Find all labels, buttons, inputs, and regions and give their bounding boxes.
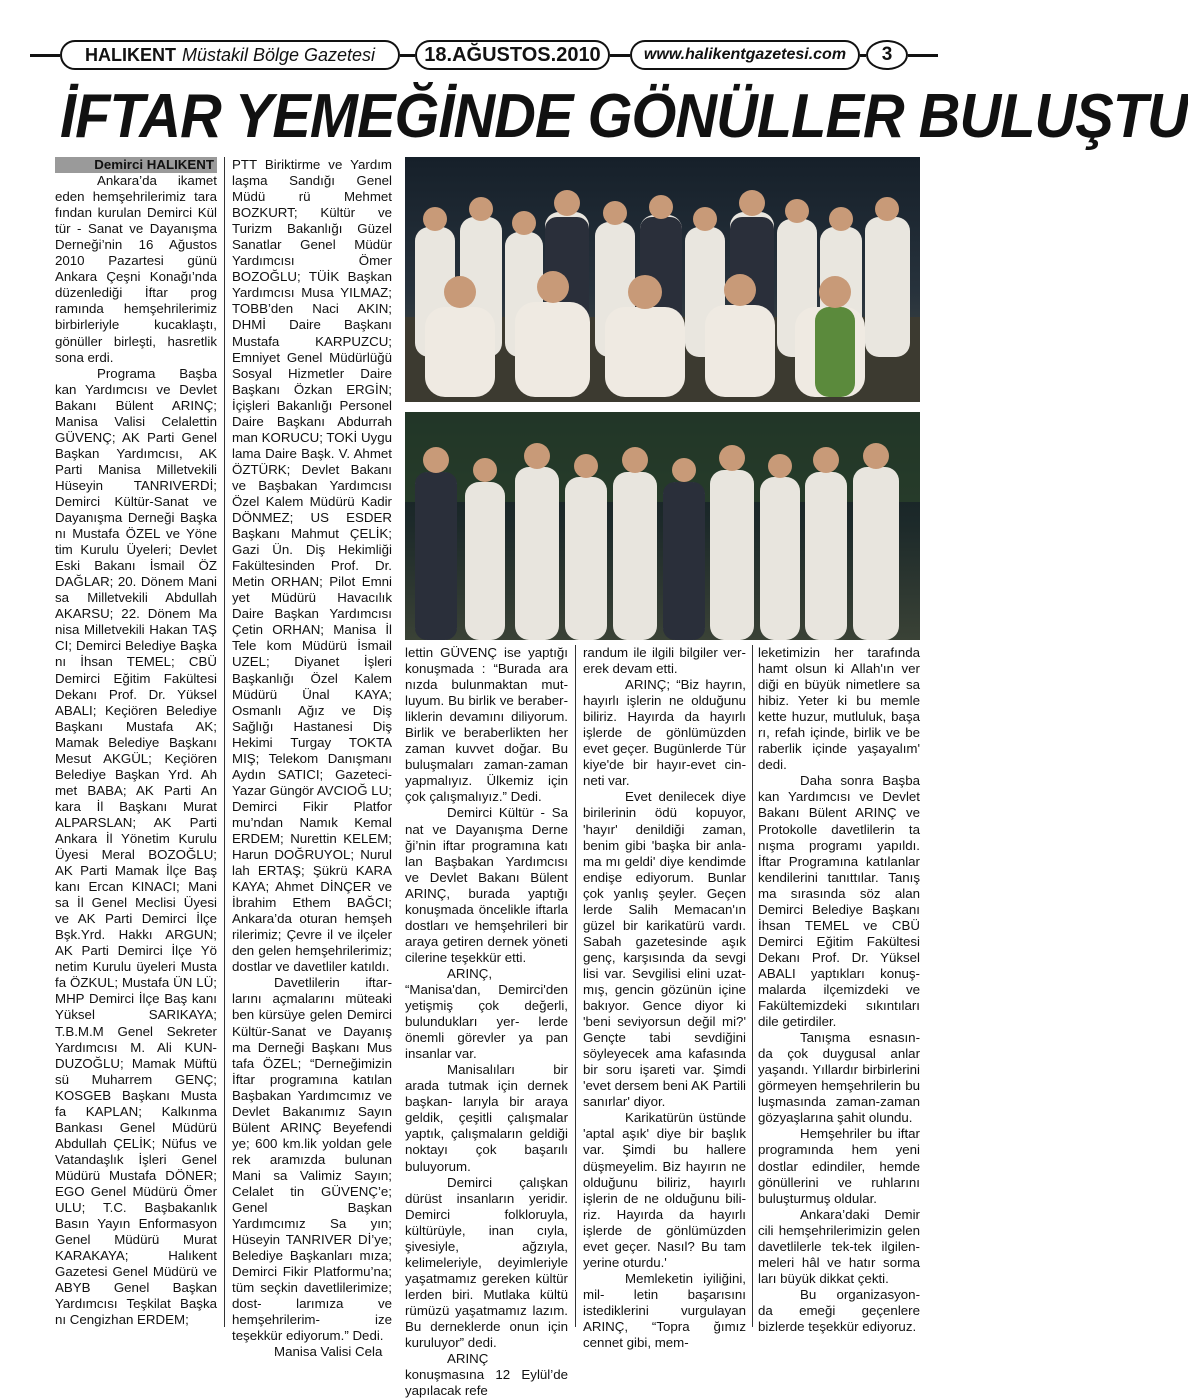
group-photo-illustration: [405, 412, 920, 640]
page-number: 3: [866, 40, 908, 70]
paragraph: Bu organizasyon- da emeği geçenlere bizlerde teşekkür ediyoruz.: [758, 1286, 920, 1334]
paper-subtitle: Müstakil Bölge Gazetesi: [181, 44, 376, 65]
paragraph: Manisalıları bir arada tutmak için dernek başkan- larıyla bir araya geldik, çeşitli çalışmalar yaptık, çalışmaların geldiği noktayı çok başarılı buluyorum.: [405, 1062, 568, 1174]
paragraph: Memleketin iyiliğini, mil- letin başarısını istediklerini vurgulayan ARINÇ, “Topra ğımız cennet gibi, mem-: [583, 1270, 746, 1351]
paragraph: ARINÇ konuşmasına 12 Eylül’de yapılacak refe: [405, 1351, 568, 1399]
issue-date: 18.AĞUSTOS.2010: [424, 43, 601, 66]
paper-name: HALIKENT: [84, 44, 176, 65]
column-divider: [752, 645, 753, 1327]
masthead: [0, 0, 975, 80]
paragraph: randum ile ilgili bilgiler ver- erek devam etti.: [583, 645, 746, 677]
paragraph: Manisa Valisi Cela: [274, 1344, 383, 1360]
article-column-2: [232, 157, 392, 1361]
masthead-rule-left: [30, 54, 60, 57]
article-column-3: [405, 645, 568, 1399]
article-column-4: [583, 645, 746, 1351]
paragraph: Evet denilecek diye birilerinin ödü kopuyor, 'hayır' denildiği zaman, benim gibi 'başka bir anla- ma mı geldi' diye kendimde endişe ediyorum. Bunlar çok yanlış şeyler. Geçen lerde Salih Memacan'ın güzel bir karikatürü vardı. Sabah gazetesinde aşık genç, karşısında da sevgi lisi var. Sevgilisi elini uzat- mış, gencin gözünün içine bakıyor. Gence diyor ki 'beni seviyorsun değil mi?' Gençte tabi sevdiğini söyleyecek ama kafasında bir soru işareti var. Şimdi 'evet dersem beni AK Partili sanırlar' diyor.: [583, 789, 746, 1110]
paragraph: Davetlilerin iftar- larını açmalarını müteaki ben kürsüye gelen Demirci Kültür-Sanat ve Dayanış ma Derneği Başkanı Mus tafa ÖZEL; “Derneğimizin İftar programına katılan Başbakan Yardımcımız ve Devlet Bakanımız Sayın Bülent ARINÇ Beyefendi ye; 600 km.lik yoldan gele rek aramızda bulunan Mani sa Valimiz Sayın; Celalet tin GÜVENÇ’e; Genel Başkan Yardımcımız Sa yın; Hüseyin TANRIVER Dİ’ye; Belediye Başkanları mıza; Demirci Fikir Platformu’na; tüm seçkin davetlilerimize; dost- larımıza ve hemşehrilerim- ize teşekkür ediyorum.” Dedi.: [232, 975, 392, 1344]
paragraph: ARINÇ; “Biz hayrın, hayırlı işlerin ne olduğunu biliriz. Hayırda da hayırlı işlerde de gönlümüzden evet geçer. Bugünlerde Tür kiye'de bir hayır-evet cin- neti var.: [583, 677, 746, 789]
date-pill: [415, 40, 610, 70]
column-divider: [224, 157, 225, 1327]
website-pill: [630, 40, 860, 70]
column-divider: [575, 645, 576, 1327]
headline: İFTAR YEMEĞİNDE GÖNÜLLER BULUŞTU: [60, 82, 1188, 151]
dateline: Demirci HALIKENT: [55, 157, 217, 173]
paragraph: Ankara’da ikamet eden hemşehrilerimiz tara fından kurulan Demirci Kül tür - Sanat ve Dayanışma Derneği’nin 16 Ağustos 2010 Pazartesi günü Ankara Çeşni Konağı’nda düzenlediği İftar prog ramında hemşehrilerimiz birbirleriyle kucaklaştı, gönüller birleşti, hasretlik sona erdi.: [55, 173, 217, 365]
paragraph: Tanışma esnasın- da çok duygusal anlar yaşandı. Yıllardır birbirlerini görmeyen hemşehrilerin bu luşmasında zaman-zaman gözyaşlarına şahit olundu.: [758, 1030, 920, 1126]
event-photo-top: [405, 157, 920, 402]
paragraph: Ankara’daki Demir cili hemşehrilerimizin gelen davetlilerle tek-tek ilgilen- meleri hâl ve hatır sorma ları büyük dikkat çekti.: [758, 1206, 920, 1286]
paragraph: Demirci çalışkan dürüst insanların yeridir. Demirci folkloruyla, kültürüyle, inan cıyla, şivesiyle, ağzıyla, kelimeleriyle, deyimleriyle yaşatmamız gereken kültür lerden biri. Mutlaka kültü rümüzü yaşatmamız lazım. Bu derneklerde onun için kuruluyor” dedi.: [405, 1174, 568, 1351]
paper-name-pill: [60, 40, 400, 70]
group-photo-illustration: [405, 157, 920, 402]
event-photo-bottom: [405, 412, 920, 640]
article-column-1: [55, 157, 217, 1328]
paragraph: Hemşehriler bu iftar programında hem yeni dostlar edindiler, hemde gönüllerini ve ruhlarını buluşturmuş oldular.: [758, 1126, 920, 1206]
paragraph: PTT Biriktirme ve Yardım laşma Sandığı Genel Müdü rü Mehmet BOZKURT; Kültür ve Turizm Bakanlığı Güzel Sanatlar Genel Müdür Yardımcısı Ömer BOZOĞLU; TÜİK Başkan Yardımcısı Musa YILMAZ; TOBB’den Naci AKIN; DHMİ Daire Başkanı Mustafa KARPUZCU; Emniyet Genel Müdürlüğü Sosyal Hizmetler Daire Başkanı Özkan ERGİN; İçişleri Bakanlığı Personel Daire Başkanı Abdurrah man KORUCU; TOKİ Uygu lama Daire Başk. V. Ahmet ÖZTÜRK; Devlet Bakanı ve Başbakan Yardımcısı Özel Kalem Müdürü Kadir DÖNMEZ; US ESDER Başkanı Mahmut ÇELİK; Gazi Ün. Diş Hekimliği Fakültesinden Prof. Dr. Metin ORHAN; Pilot Emni yet Müdürü Havacılık Daire Başkan Yardımcısı Çetin ORHAN; Manisa İl Tele kom Müdürü İsmail UZEL; Diyanet İşleri Başkanlığı Özel Kalem Müdürü Ünal KAYA; Osmanlı Ağız ve Diş Sağlığı Hastanesi Diş Hekimi Turgay TOKTA MIŞ; Telekom Danışmanı Aydın SATICI; Gazeteci- Yazar Güngör AVCIOĞ LU; Demirci Fikir Platfor mu’ndan Namık Kemal ERDEM; Nurettin KELEM; Harun DOĞRUYOL; Nurul lah ERTAŞ; Şükrü KARA KAYA; Ahmet DİNÇER ve İbrahim Ethem BAĞCI; Ankara’da oturan hemşeh rilerimiz; Çevre il ve ilçeler den gelen hemşehrilerimiz; dostlar ve davetliler katıldı.: [232, 157, 392, 975]
article-column-5: [758, 645, 920, 1335]
masthead-rule-mid1: [400, 54, 415, 57]
paragraph: Karikatürün üstünde 'aptal aşık' diye bir başlık var. Şimdi bu hallere düşmeyelim. Biz hayırın ne olduğunu biliriz, hayırlı işlerin de ne olduğunu bili- riz. Hayırda da hayırlı işlerde de gönlümüzden evet geçer. Nasıl? Bu tam yerine oturdu.': [583, 1110, 746, 1270]
website-url: www.halikentgazetesi.com: [643, 46, 847, 63]
paragraph: Programa Başba kan Yardımcısı ve Devlet Bakanı Bülent ARINÇ; Manisa Valisi Celalettin GÜVENÇ; AK Parti Genel Başkan Yardımcısı, AK Parti Manisa Milletvekili Hüseyin TANRIVERDİ; Demirci Kültür-Sanat ve Dayanışma Derneği Başka nı Mustafa ÖZEL ve Yöne tim Kurulu Üyeleri; Devlet Eski Bakanı İsmail ÖZ DAĞLAR; 20. Dönem Mani sa Milletvekili Abdullah AKARSU; 22. Dönem Ma nisa Milletvekili Hakan TAŞ CI; Demirci Belediye Başka nı İhsan TEMEL; CBÜ Demirci Eğitim Fakültesi Dekanı Prof. Dr. Yüksel ABALI; Keçiören Belediye Başkanı Mustafa AK; Mamak Belediye Başkanı Mesut AKGÜL; Keçiören Belediye Başkan Yrd. Ah met BABA; AK Parti An kara İl Başkanı Murat ALPARSLAN; AK Parti Ankara İl Yönetim Kurulu Üyesi Meral BOZOĞLU; AK Parti Mamak İlçe Baş kanı Ercan KINACI; Mani sa İl Genel Meclisi Üyesi ve AK Parti Demirci İlçe Bşk.Yrd. Hakkı ARGUN; AK Parti Demirci İlçe Yö netim Kurulu üyeleri Musta fa ÖZKUL; Mustafa ÜN LÜ; MHP Demirci İlçe Baş kanı Yüksel SARIKAYA; T.B.M.M Genel Sekreter Yardımcısı M. Ali KUN- DUZOĞLU; Mamak Müftü sü Muharrem GENÇ; KOSGEB Başkanı Musta fa KAPLAN; Kalkınma Bankası Genel Müdürü Abdullah ÇELİK; Nüfus ve Vatandaşlık İşleri Genel Müdürü Mustafa DÖNER; EGO Genel Müdürü Ömer ULU; T.C. Başbakanlık Basın Yayın Enformasyon Genel Müdürü Murat KARAKAYA; Halıkent Gazetesi Genel Müdürü ve ABYB Genel Başkan Yardımcısı Teşkilat Başka nı Cengizhan ERDEM;: [55, 365, 217, 1328]
masthead-rule-mid2: [610, 54, 630, 57]
paragraph: lettin GÜVENÇ ise yaptığı konuşmada : “Burada ara nızda bulunmaktan mut- luyum. Bu birlik ve beraber- liklerin devamını diliyorum. Birlik ve beraberlikten her zaman kuvvet doğar. Bu buluşmaları zaman-zaman yapmalıyız. Ülkemiz için çok çalışmalıyız.” Dedi.: [405, 645, 568, 805]
paragraph: leketimizin her tarafında hamt olsun ki Allah'ın ver diği en büyük nimetlere sa hibiz. Yeter ki bu memle kette huzur, mutluluk, başa rı, refah içinde, birlik ve be raberlik içinde yaşayalım' dedi.: [758, 645, 920, 773]
masthead-rule-end: [908, 54, 938, 57]
paragraph: Daha sonra Başba kan Yardımcısı ve Devlet Bakanı Bülent ARINÇ ve Protokolle davetlilerin ta nışma programı yapıldı. İftar Programına katılanlar kendilerini tanıttılar. Tanış ma sırasında söz alan Demirci Belediye Başkanı İhsan TEMEL ve CBÜ Demirci Eğitim Fakültesi Dekanı Prof. Dr. Yüksel ABALI yaptıkları konuş- malarda ilçemizdeki ve Fakültemizdeki sıkıntıları dile getirdiler.: [758, 773, 920, 1030]
paragraph: Demirci Kültür - Sa nat ve Dayanışma Derne ği’nin iftar programına katı lan Başbakan Yardımcısı ve Devlet Bakanı Bülent ARINÇ, burada yaptığı konuşmada öncelikle iftarla dostları ve hemşehrileri bir araya getiren dernek yöneti cilerine teşekkür etti.: [405, 805, 568, 965]
paragraph: ARINÇ, “Manisa'dan, Demirci'den yetişmiş çok değerli, bulundukları yer- lerde önemli görevler ya pan insanlar var.: [405, 965, 568, 1062]
